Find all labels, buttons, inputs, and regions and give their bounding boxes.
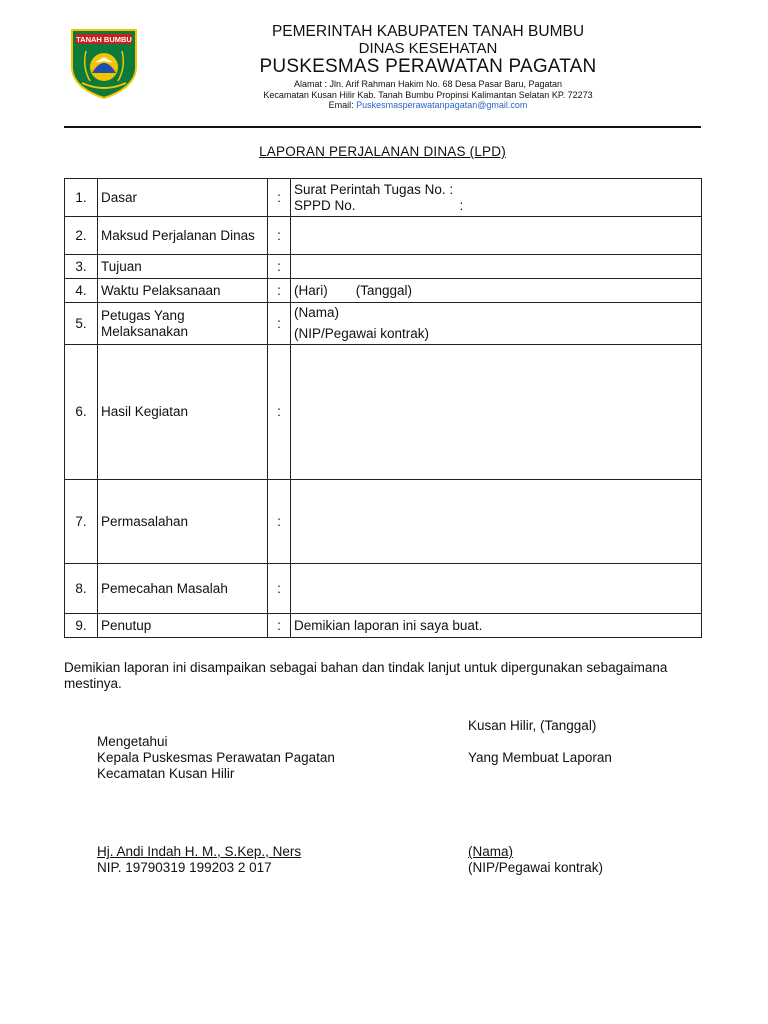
row-value — [291, 303, 702, 345]
row-label: Pemecahan Masalah — [98, 564, 268, 614]
row-value — [291, 217, 702, 255]
row-colon: : — [268, 480, 291, 564]
row-label: Hasil Kegiatan — [98, 345, 268, 480]
row-label: Tujuan — [98, 255, 268, 279]
tanggal-field: (Tanggal) — [355, 282, 413, 298]
government-name: PEMERINTAH KABUPATEN TANAH BUMBU — [271, 23, 585, 40]
row-label: Permasalahan — [98, 480, 268, 564]
acknowledged-label: Mengetahui — [97, 734, 168, 749]
row-label: Penutup — [98, 614, 268, 638]
report-table — [64, 178, 702, 638]
sppd-line — [294, 198, 698, 214]
logo-text: TANAH BUMBU — [76, 35, 132, 44]
head-title: Kepala Puskesmas Perawatan Pagatan — [97, 750, 335, 765]
row-label: Petugas Yang Melaksanakan — [98, 303, 268, 345]
email-label: Email: — [328, 100, 357, 110]
letterhead-divider — [64, 126, 701, 128]
row-colon: : — [268, 217, 291, 255]
row-number: 5. — [65, 303, 98, 345]
row-number: 7. — [65, 480, 98, 564]
report-title: LAPORAN PERJALANAN DINAS (LPD) — [259, 144, 506, 159]
table-row — [65, 303, 702, 345]
sppd-colon: : — [459, 197, 464, 213]
reporter-role: Yang Membuat Laporan — [468, 750, 612, 765]
row-value — [291, 564, 702, 614]
sppd-field: SPPD No. — [294, 197, 356, 213]
regency-emblem-logo — [68, 27, 140, 99]
row-number: 8. — [65, 564, 98, 614]
reporter-name: (Nama) — [468, 844, 514, 859]
head-nip: NIP. 19790319 199203 2 017 — [97, 860, 272, 875]
department-name: DINAS KESEHATAN — [358, 40, 498, 57]
row-value — [291, 255, 702, 279]
row-label: Waktu Pelaksanaan — [98, 279, 268, 303]
table-row — [65, 564, 702, 614]
address-line-2: Kecamatan Kusan Hilir Kab. Tanah Bumbu Propinsi Kalimantan Selatan KP. 72273 — [263, 90, 593, 100]
row-colon: : — [268, 255, 291, 279]
row-colon: : — [268, 614, 291, 638]
institution-name: PUSKESMAS PERAWATAN PAGATAN — [259, 56, 597, 77]
officer-nip-field: (NIP/Pegawai kontrak) — [294, 326, 430, 341]
head-subdistrict: Kecamatan Kusan Hilir — [97, 766, 235, 781]
row-number: 1. — [65, 179, 98, 217]
row-value: Demikian laporan ini saya buat. — [291, 614, 702, 638]
row-value — [291, 480, 702, 564]
reporter-nip: (NIP/Pegawai kontrak) — [468, 860, 604, 875]
email-line — [148, 100, 708, 110]
closing-paragraph: Demikian laporan ini disampaikan sebagai bahan dan tindak lanjut untuk dipergunakan sebagaimana mestinya. — [64, 660, 668, 691]
row-label: Dasar — [98, 179, 268, 217]
table-row — [65, 217, 702, 255]
table-row — [65, 614, 702, 638]
row-colon: : — [268, 179, 291, 217]
row-value — [291, 179, 702, 217]
table-row — [65, 255, 702, 279]
table-row — [65, 179, 702, 217]
row-value — [291, 279, 702, 303]
table-row — [65, 279, 702, 303]
row-colon: : — [268, 345, 291, 480]
row-label: Maksud Perjalanan Dinas — [98, 217, 268, 255]
address-line-1: Alamat : Jln. Arif Rahman Hakim No. 68 Desa Pasar Baru, Pagatan — [293, 79, 563, 89]
row-value — [291, 345, 702, 480]
hari-field: (Hari) — [294, 282, 328, 298]
row-colon: : — [268, 303, 291, 345]
row-number: 3. — [65, 255, 98, 279]
surat-perintah-tugas-field: Surat Perintah Tugas No. : — [294, 181, 454, 197]
place-date: Kusan Hilir, (Tanggal) — [468, 718, 597, 733]
row-number: 6. — [65, 345, 98, 480]
row-colon: : — [268, 564, 291, 614]
row-number: 4. — [65, 279, 98, 303]
officer-name-field: (Nama) — [294, 305, 340, 320]
head-name: Hj. Andi Indah H. M., S.Kep., Ners — [97, 844, 302, 859]
row-number: 9. — [65, 614, 98, 638]
table-row — [65, 345, 702, 480]
email-link[interactable]: Puskesmasperawatanpagatan@gmail.com — [356, 100, 528, 110]
row-number: 2. — [65, 217, 98, 255]
table-row — [65, 480, 702, 564]
row-colon: : — [268, 279, 291, 303]
